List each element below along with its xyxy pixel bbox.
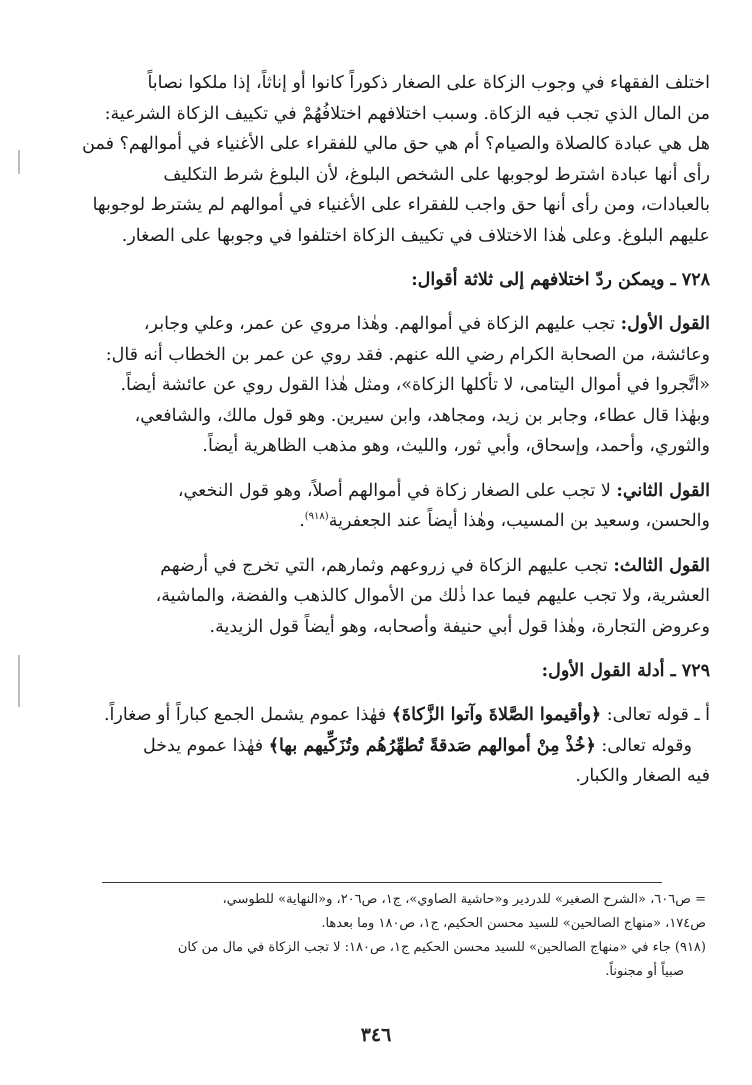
opinion-3-paragraph — [50, 551, 710, 643]
footnote-continuation-line-2: ص١٧٤، «منهاج الصالحين» للسيد محسن الحكيم، ج١، ص١٨٠ وما بعدها. — [321, 916, 706, 931]
evidence-2-prefix: وقوله تعالى: — [595, 735, 692, 756]
margin-mark-top — [18, 150, 20, 174]
opinion-1-line-1 — [50, 309, 710, 340]
quran-verse-2: ﴿خُذْ مِنْ أموالهم صَدقةً تُطهِّرُهُم وتُزَكِّيهم بها﴾ — [268, 735, 596, 756]
opinion-1-line-3: «اتَّجروا في أموال اليتامى، لا تأكلها الزكاة»، ومثل هٰذا القول روي عن عائشة أيضاً. — [120, 375, 710, 395]
opinion-3-line-3: وعروض التجارة، وهٰذا قول أبي حنيفة وأصحابه، وهو أيضاً قول الزيدية. — [209, 616, 710, 637]
opinion-3-text-1: تجب عليهم الزكاة في زروعهم وثمارهم، التي تخرج في أرضهم — [160, 555, 614, 576]
footnotes — [56, 888, 706, 984]
page-number: ٣٤٦ — [360, 1024, 392, 1046]
opinion-2-line-1 — [50, 476, 710, 507]
quran-verse-1: ﴿وأقيموا الصَّلاةَ وآتوا الزَّكاةَ﴾ — [391, 705, 602, 725]
opinion-1-text-1: تجب عليهم الزكاة في أموالهم. وهٰذا مروي عن عمر، وعلي وجابر، — [143, 314, 621, 334]
intro-line-3: هل هي عبادة كالصلاة والصيام؟ أم هي حق مالي للفقراء على الأغنياء في أموالهم؟ فمن — [82, 134, 710, 154]
intro-line-1: اختلف الفقهاء في وجوب الزكاة على الصغار ذكوراً كانوا أو إناثاً، إذا ملكوا نصاباً — [147, 73, 710, 93]
opinion-2-end: . — [299, 511, 305, 531]
intro-line-5: بالعبادات، ومن رأى أنها حق واجب للفقراء على الأغنياء في أموالهم لم يشترط لوجوبها — [92, 195, 710, 215]
opinion-2-text-2: والحسن، وسعيد بن المسيب، وهٰذا أيضاً عند الجعفرية — [328, 511, 710, 531]
opinion-3-line-1 — [50, 551, 710, 582]
section-729-heading: ٧٢٩ ـ أدلة القول الأول: — [541, 661, 710, 681]
opinion-1-paragraph — [50, 309, 710, 462]
evidence-line-1 — [50, 700, 710, 731]
opinion-1-line-4: وبهٰذا قال عطاء، وجابر بن زيد، ومجاهد، وابن سيرين. وهو قول مالك، والشافعي، — [134, 405, 710, 426]
evidence-block — [50, 700, 710, 792]
intro-paragraph — [50, 68, 710, 251]
section-728-heading: ٧٢٨ ـ ويمكن ردّ اختلافهم إلى ثلاثة أقوال: — [411, 270, 710, 290]
footnote-918-line-1: (٩١٨) جاء في «منهاج الصالحين» للسيد محسن الحكيم ج١، ص١٨٠: لا تجب الزكاة في مال من كان — [177, 940, 706, 955]
opinion-2-text-1: لا تجب على الصغار زكاة في أموالهم أصلاً، وهو قول النخعي، — [177, 480, 617, 501]
footnote-ref-918[interactable]: (٩١٨) — [304, 511, 329, 523]
intro-line-2: من المال الذي تجب فيه الزكاة. وسبب اختلافهم اختلافُهُمْ في تكييف الزكاة الشرعية: — [104, 103, 710, 124]
evidence-1-prefix: أ ـ قوله تعالى: — [601, 705, 710, 725]
evidence-1-suffix: فهٰذا عموم يشمل الجمع كباراً أو صغاراً. — [103, 705, 392, 725]
intro-line-4: رأى أنها عبادة اشترط لوجوبها على الشخص البلوغ، لأن البلوغ شرط التكليف — [163, 164, 710, 185]
opinion-1-line-5: والثوري، وأحمد، وإسحاق، وأبي ثور، والليث، وهو مذهب الظاهرية أيضاً. — [202, 436, 710, 456]
evidence-line-3: فيه الصغار والكبار. — [575, 766, 710, 786]
opinion-2-paragraph — [50, 476, 710, 537]
evidence-2-suffix: فهٰذا عموم يدخل — [142, 735, 269, 756]
intro-line-6: عليهم البلوغ. وعلى هٰذا الاختلاف في تكييف الزكاة اختلفوا في وجوبها على الصغار. — [121, 225, 710, 246]
opinion-3-label: القول الثالث: — [613, 555, 710, 576]
footnote-continuation-line-1: = ص٦٠٦، «الشرح الصغير» للدردير و«حاشية الصاوي»، ج١، ص٢٠٦، و«النهاية» للطوسي، — [222, 892, 706, 907]
evidence-line-2 — [50, 731, 710, 762]
margin-mark-bottom — [18, 655, 20, 707]
page-body — [50, 60, 710, 792]
opinion-2-line-2 — [50, 506, 710, 537]
footnote-918-line-2: صبياً أو مجنوناً. — [605, 964, 684, 979]
opinion-2-label: القول الثاني: — [616, 480, 710, 501]
footnote-separator — [102, 882, 662, 883]
opinion-1-line-2: وعائشة، من الصحابة الكرام رضي الله عنهم. فقد روي عن عمر بن الخطاب أنه قال: — [105, 344, 710, 365]
opinion-3-line-2: العشرية، ولا تجب عليهم فيما عدا ذٰلك من الأموال كالذهب والفضة، والماشية، — [155, 586, 710, 606]
opinion-1-label: القول الأول: — [620, 314, 710, 334]
